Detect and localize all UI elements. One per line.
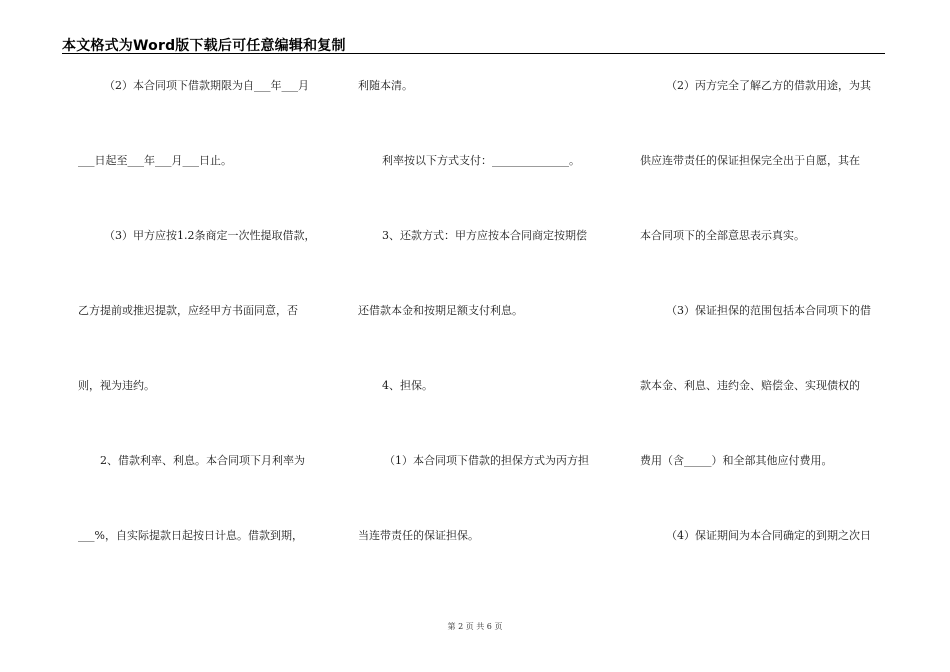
paragraph-line: 当连带责任的保证担保。 bbox=[358, 529, 479, 542]
text-column-middle bbox=[358, 0, 608, 620]
paragraph-line: 本合同项下的全部意思表示真实。 bbox=[640, 229, 805, 242]
page-number-footer: 第 2 页 共 6 页 bbox=[447, 622, 503, 631]
paragraph-line: （2）丙方完全了解乙方的借款用途，为其 bbox=[666, 79, 871, 92]
paragraph-line: （3）甲方应按1.2条商定一次性提取借款， bbox=[104, 229, 316, 242]
paragraph-line: 利随本清。 bbox=[358, 79, 413, 92]
paragraph-line: ___日起至___年___月___日止。 bbox=[78, 154, 232, 167]
paragraph-line: 乙方提前或推迟提款，应经甲方书面同意，否 bbox=[78, 304, 298, 317]
paragraph-line: 2、借款利率、利息。本合同项下月利率为 bbox=[100, 454, 305, 467]
paragraph-line: （3）保证担保的范围包括本合同项下的借 bbox=[666, 304, 871, 317]
text-column-right bbox=[640, 0, 890, 620]
paragraph-line: （1）本合同项下借款的担保方式为丙方担 bbox=[384, 454, 589, 467]
paragraph-line: 供应连带责任的保证担保完全出于自愿，其在 bbox=[640, 154, 860, 167]
paragraph-line: （2）本合同项下借款期限为自___年___月 bbox=[104, 79, 309, 92]
paragraph-line: 则，视为违约。 bbox=[78, 379, 155, 392]
paragraph-line: （4）保证期间为本合同确定的到期之次日 bbox=[666, 529, 871, 542]
paragraph-line: 款本金、利息、违约金、赔偿金、实现债权的 bbox=[640, 379, 860, 392]
document-header-title: 本文格式为Word版下载后可任意编辑和复制 bbox=[62, 38, 346, 54]
paragraph-line: 利率按以下方式支付：______________。 bbox=[382, 154, 580, 167]
paragraph-line: ___%，自实际提款日起按日计息。借款到期， bbox=[78, 529, 303, 542]
paragraph-line: 4、担保。 bbox=[382, 379, 433, 392]
paragraph-line: 3、还款方式：甲方应按本合同商定按期偿 bbox=[382, 229, 587, 242]
paragraph-line: 费用（含_____）和全部其他应付费用。 bbox=[640, 454, 833, 467]
text-column-left bbox=[78, 0, 328, 620]
paragraph-line: 还借款本金和按期足额支付利息。 bbox=[358, 304, 523, 317]
